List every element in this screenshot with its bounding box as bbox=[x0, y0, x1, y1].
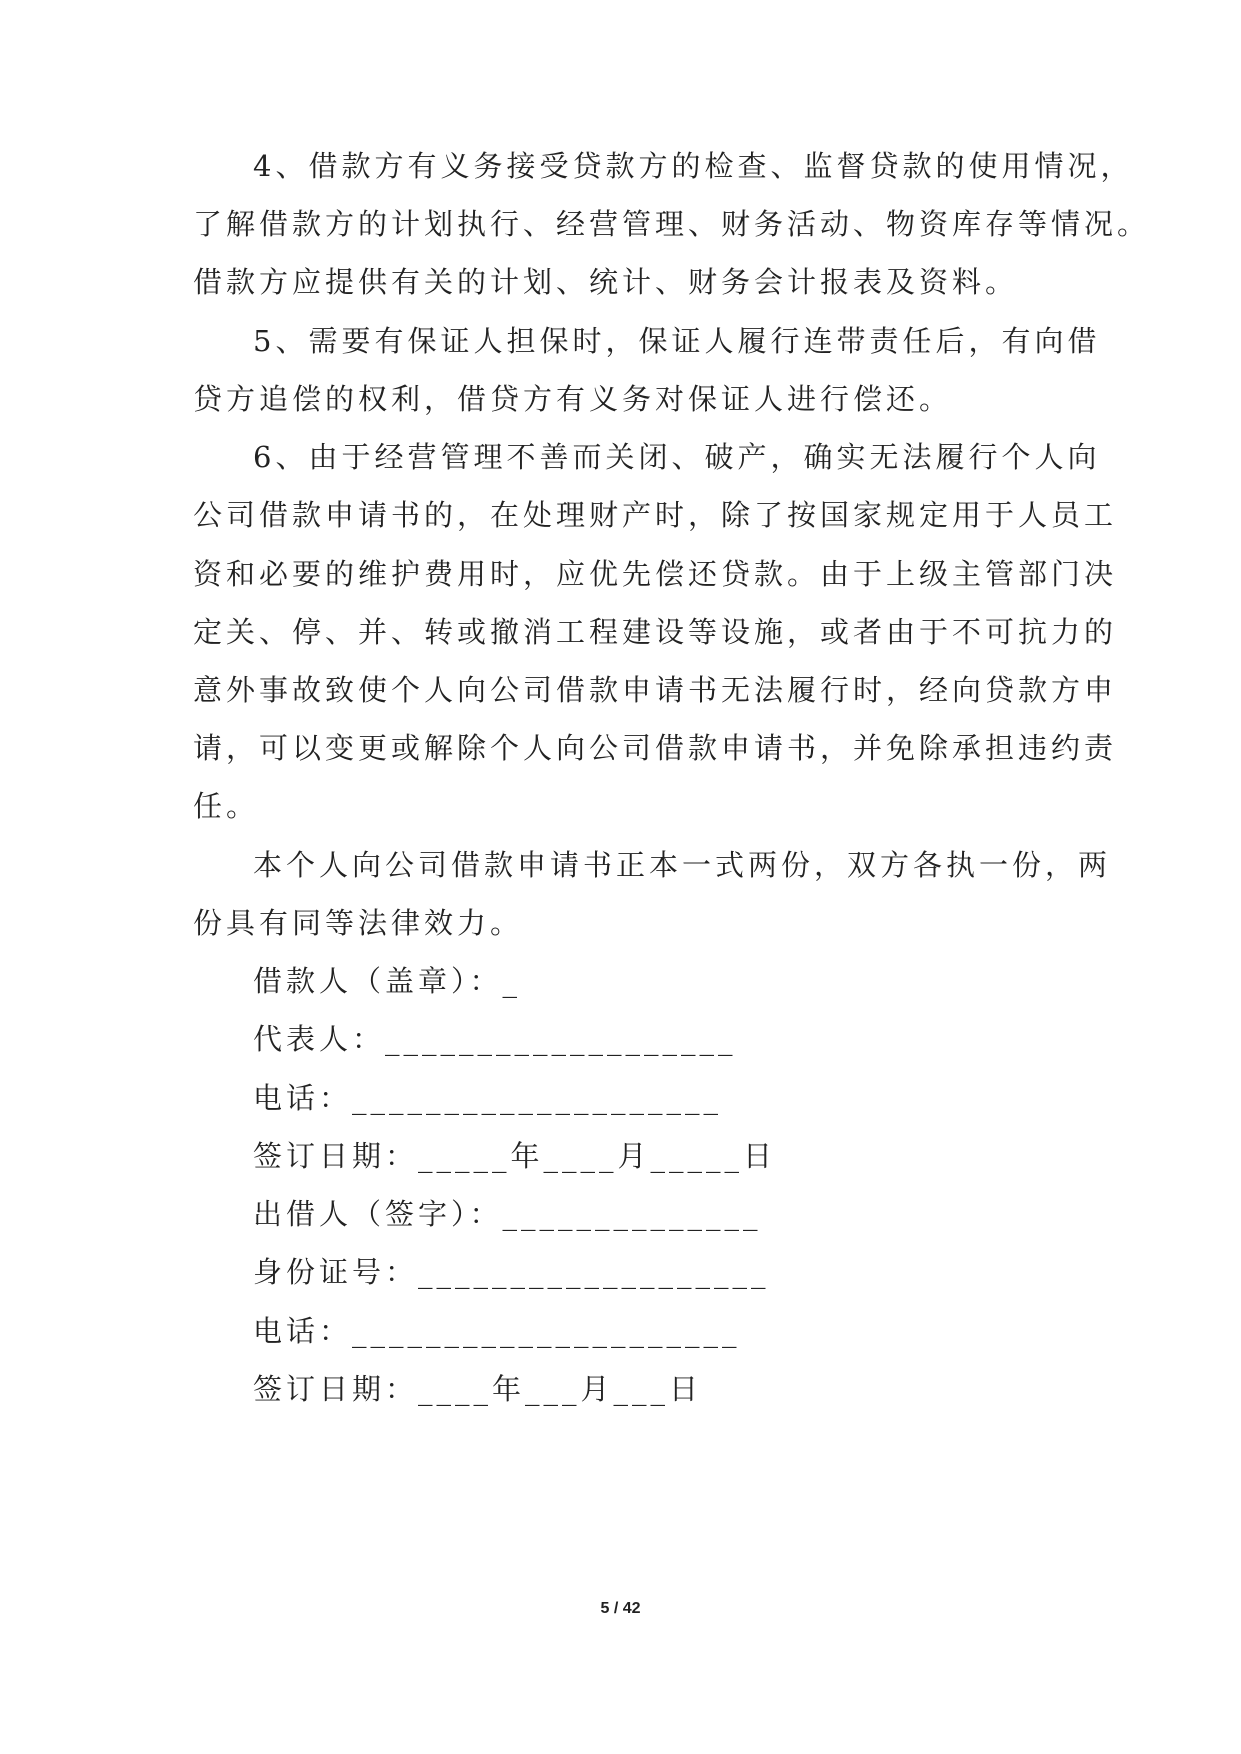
paragraph-4-line-1: 4、借款方有义务接受贷款方的检查、监督贷款的使用情况， bbox=[253, 149, 1134, 183]
lender-phone-field: 电话：_____________________ bbox=[253, 1314, 741, 1348]
closing-paragraph-line-2: 份具有同等法律效力。 bbox=[193, 906, 524, 940]
paragraph-5-line-1: 5、需要有保证人担保时，保证人履行连带责任后，有向借 bbox=[253, 324, 1101, 358]
borrower-seal-field: 借款人（盖章）：_ bbox=[253, 964, 522, 998]
paragraph-6-line-6: 请，可以变更或解除个人向公司借款申请书，并免除承担违约责 bbox=[193, 731, 1118, 765]
paragraph-5-line-2: 贷方追偿的权利，借贷方有义务对保证人进行偿还。 bbox=[193, 382, 953, 416]
paragraph-4-line-3: 借款方应提供有关的计划、统计、财务会计报表及资料。 bbox=[193, 265, 1019, 299]
representative-field: 代表人：___________________ bbox=[253, 1022, 737, 1056]
paragraph-6-line-3: 资和必要的维护费用时，应优先偿还贷款。由于上级主管部门决 bbox=[193, 557, 1118, 591]
borrower-sign-date-field: 签订日期：_____年____月_____日 bbox=[253, 1139, 777, 1173]
closing-paragraph-line-1: 本个人向公司借款申请书正本一式两份，双方各执一份，两 bbox=[253, 848, 1112, 882]
paragraph-6-line-5: 意外事故致使个人向公司借款申请书无法履行时，经向贷款方申 bbox=[193, 673, 1118, 707]
paragraph-6-line-4: 定关、停、并、转或撤消工程建设等设施，或者由于不可抗力的 bbox=[193, 615, 1118, 649]
paragraph-6-line-2: 公司借款申请书的，在处理财产时，除了按国家规定用于人员工 bbox=[193, 498, 1118, 532]
paragraph-6-line-1: 6、由于经营管理不善而关闭、破产，确实无法履行个人向 bbox=[253, 440, 1101, 474]
paragraph-6-line-7: 任。 bbox=[193, 789, 260, 823]
paragraph-4-line-2: 了解借款方的计划执行、经营管理、财务活动、物资库存等情况。 bbox=[193, 207, 1151, 241]
borrower-phone-field: 电话：____________________ bbox=[253, 1081, 723, 1115]
page-number: 5 / 42 bbox=[600, 1600, 641, 1617]
lender-sign-date-field: 签订日期：____年___月___日 bbox=[253, 1372, 703, 1406]
id-number-field: 身份证号：___________________ bbox=[253, 1255, 770, 1289]
lender-signature-field: 出借人（签字）：______________ bbox=[253, 1197, 762, 1231]
